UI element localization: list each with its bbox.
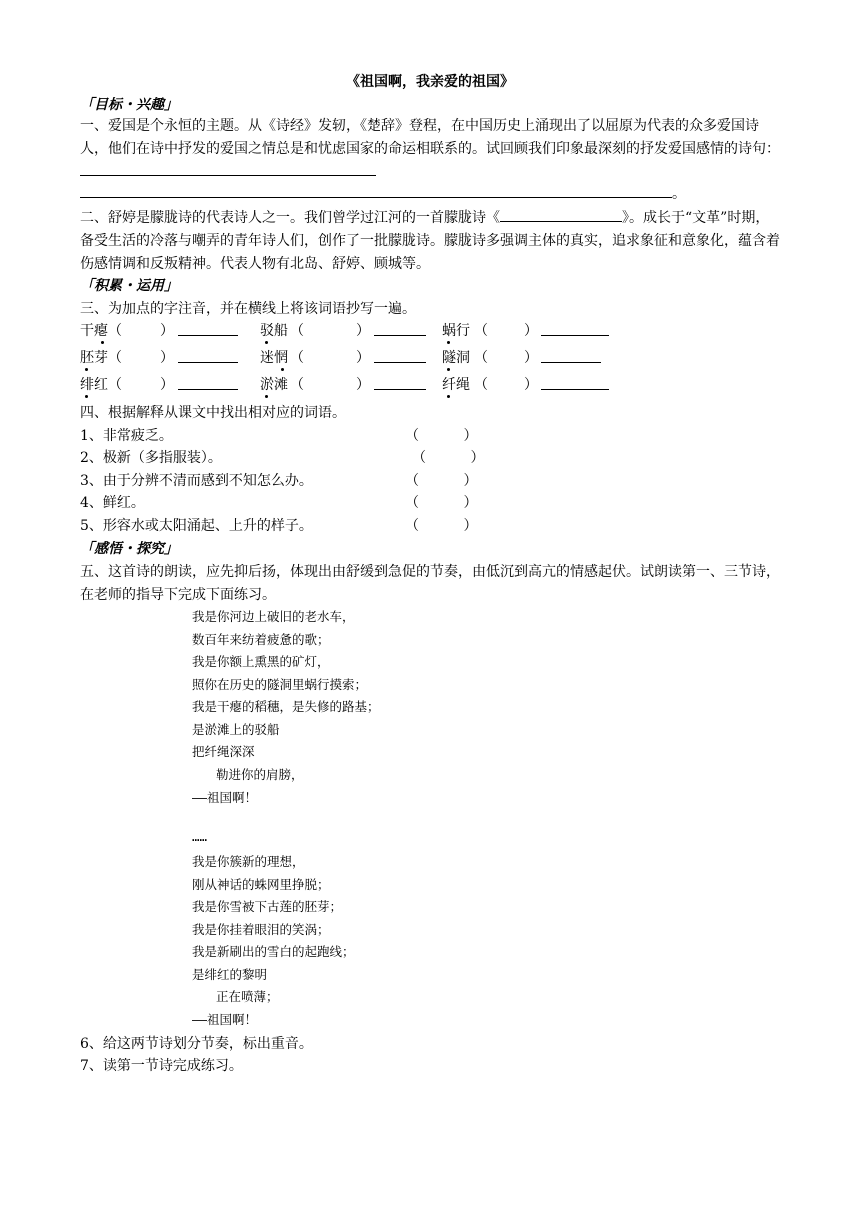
question-5: 五、这首诗的朗读，应先抑后扬，体现出由舒缓到急促的节奏，由低沉到高亢的情感起伏。试朗读第一、三节诗，在老师的指导下完成下面练习。: [80, 564, 780, 603]
poem-line: 我是新刷出的雪白的起跑线；: [192, 944, 355, 959]
poem-line: 是绯红的黎明: [192, 967, 268, 982]
paren-open: （: [474, 323, 488, 339]
emphasis-dot: [265, 395, 268, 398]
answer-blank[interactable]: [80, 183, 672, 198]
word: 蜗行: [442, 323, 470, 339]
poem-line: ——祖国啊！: [192, 1012, 258, 1027]
word: 胚芽: [80, 350, 108, 366]
definition-text: 5、形容水或太阳涌起、上升的样子。: [80, 518, 313, 534]
poem-line: 勒进你的肩膀，: [216, 767, 304, 782]
copy-blank[interactable]: [541, 389, 609, 390]
question-4: 四、根据解释从课文中找出相对应的词语。: [80, 405, 346, 421]
emphasis-dot: [447, 368, 450, 371]
paren-close: ）: [524, 377, 538, 393]
poem-ellipsis: ……: [192, 829, 208, 844]
page-title: 《祖国啊，我亲爱的祖国》: [346, 74, 514, 90]
paren-open: （: [474, 377, 488, 393]
poem-line: 我是你雪被下古莲的胚芽；: [192, 899, 343, 914]
paren-close: ）: [524, 350, 538, 366]
emphasis-dot: [281, 368, 284, 371]
emphasis-dot: [447, 341, 450, 344]
definition-item: [80, 425, 580, 445]
definition-item: [80, 515, 580, 535]
emphasis-dot: [85, 368, 88, 371]
word: 干瘪: [80, 323, 108, 339]
copy-blank[interactable]: [178, 335, 238, 336]
definition-text: 1、非常疲乏。: [80, 428, 173, 444]
paren-open: （: [290, 350, 304, 366]
emphasis-dot: [265, 341, 268, 344]
question-3: 三、为加点的字注音，并在横线上将该词语抄写一遍。: [80, 301, 416, 317]
word: 驳船: [260, 323, 288, 339]
copy-blank[interactable]: [374, 335, 426, 336]
section-heading-goals: 「目标・兴趣」: [80, 97, 178, 113]
answer-box[interactable]: （ ）: [405, 495, 478, 511]
poem-line: 刚从神话的蛛网里挣脱；: [192, 877, 330, 892]
question-2: [80, 207, 780, 276]
emphasis-dot: [101, 341, 104, 344]
answer-box[interactable]: （ ）: [405, 473, 478, 489]
copy-blank[interactable]: [178, 362, 238, 363]
poem-line: 我是你河边上破旧的老水车，: [192, 609, 355, 624]
answer-box[interactable]: （ ）: [405, 428, 478, 444]
paren-close: ）: [160, 377, 174, 393]
poem-line: 数百年来纺着疲惫的歌；: [192, 632, 330, 647]
paren-open: （: [290, 323, 304, 339]
poem-line: 是淤滩上的驳船: [192, 722, 280, 737]
paren-open: （: [108, 350, 122, 366]
poem-line: 照你在历史的隧洞里蜗行摸索；: [192, 677, 368, 692]
question-6: 6、给这两节诗划分节奏，标出重音。: [80, 1036, 313, 1052]
answer-blank[interactable]: [500, 207, 622, 222]
emphasis-dot: [85, 395, 88, 398]
paren-close: ）: [160, 323, 174, 339]
answer-box[interactable]: （ ）: [405, 518, 478, 534]
paren-open: （: [474, 350, 488, 366]
answer-blank[interactable]: [80, 161, 376, 176]
word: 迷惘: [260, 350, 288, 366]
poem-line: 我是你挂着眼泪的笑涡；: [192, 922, 330, 937]
copy-blank[interactable]: [374, 362, 426, 363]
question-1-end: 。: [672, 186, 686, 202]
poem-line: 正在喷薄；: [216, 989, 279, 1004]
paren-close: ）: [356, 377, 370, 393]
definition-text: 2、极新（多指服装）。: [80, 450, 222, 466]
word: 淤滩: [260, 377, 288, 393]
paren-close: ）: [524, 323, 538, 339]
copy-blank[interactable]: [178, 389, 238, 390]
definition-text: 3、由于分辨不清而感到不知怎么办。: [80, 473, 313, 489]
section-heading-accumulate: 「积累・运用」: [80, 278, 178, 294]
question-1: [80, 115, 780, 184]
question-1-text: 一、爱国是个永恒的主题。从《诗经》发轫，《楚辞》登程，在中国历史上涌现出了以屈原为代表的众多爱国诗人，他们在诗中抒发的爱国之情总是和忧虑国家的命运相联系的。试回顾我们印象最深刻的抒发爱国感情的诗句：: [80, 118, 780, 157]
question-2-text-after: 》。成长于“文革”时期，备受生活的冷落与嘲弄的青年诗人们，创作了一批朦胧诗。朦胧诗多强调主体的真实，追求象征和意象化，蕴含着伤感情调和反叛精神。代表人物有北岛、舒婷、顾城等。: [80, 210, 780, 272]
paren-open: （: [108, 323, 122, 339]
paren-close: ）: [356, 350, 370, 366]
paren-close: ）: [356, 323, 370, 339]
question-7: 7、读第一节诗完成练习。: [80, 1058, 243, 1074]
copy-blank[interactable]: [374, 389, 426, 390]
answer-box[interactable]: （ ）: [412, 450, 485, 466]
definition-item: [80, 447, 580, 467]
word: 绯红: [80, 377, 108, 393]
question-1-line-2: [80, 183, 780, 206]
emphasis-dot: [447, 395, 450, 398]
poem-line: 把纤绳深深: [192, 744, 255, 759]
copy-blank[interactable]: [541, 335, 609, 336]
poem-line: 我是你簇新的理想，: [192, 854, 305, 869]
copy-blank[interactable]: [541, 362, 601, 363]
definition-item: [80, 470, 580, 490]
poem-line: ——祖国啊！: [192, 790, 258, 805]
poem-line: 我是你额上熏黑的矿灯，: [192, 654, 330, 669]
definition-text: 4、鲜红。: [80, 495, 145, 511]
question-2-text-before: 二、舒婷是朦胧诗的代表诗人之一。我们曾学过江河的一首朦胧诗《: [80, 210, 500, 226]
definition-item: [80, 492, 580, 512]
poem-line: 我是干瘪的稻穗，是失修的路基；: [192, 699, 380, 714]
section-heading-explore: 「感悟・探究」: [80, 541, 178, 557]
word: 隧洞: [442, 350, 470, 366]
paren-open: （: [108, 377, 122, 393]
word: 纤绳: [442, 377, 470, 393]
paren-close: ）: [160, 350, 174, 366]
paren-open: （: [290, 377, 304, 393]
